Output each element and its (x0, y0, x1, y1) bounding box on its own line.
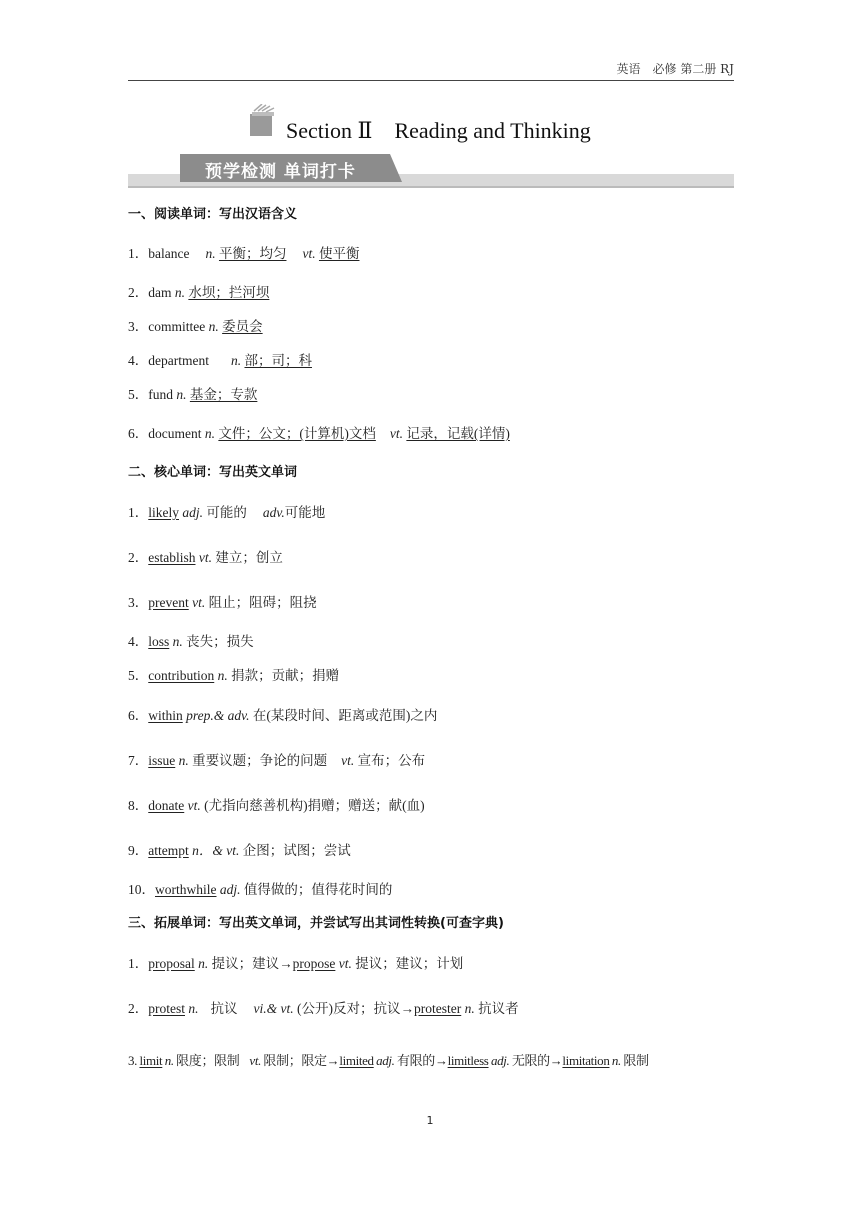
answer: 使平衡 (318, 246, 360, 261)
answer: prevent (148, 595, 189, 610)
answer: 委员会 (222, 319, 263, 334)
answer: establish (148, 550, 196, 565)
page-number: 1 (426, 1114, 434, 1127)
answer: loss (148, 634, 170, 649)
answer: likely (148, 505, 179, 520)
answer: limit (139, 1053, 163, 1068)
part1-item-4: 4．department n. 部；司；科 (128, 353, 312, 368)
answer: attempt (148, 843, 189, 858)
section-name: Reading and Thinking (394, 118, 591, 143)
running-header: 英语 必修 第二册 RJ (616, 62, 734, 76)
answer: protester (414, 1001, 462, 1016)
part3-heading: 三、拓展单词：写出英文单词，并尝试写出其词性转换(可查字典) (128, 916, 504, 931)
part1-item-5: 5．fund n. 基金；专款 (128, 387, 258, 402)
answer: protest (148, 1001, 185, 1016)
page-title (286, 118, 591, 144)
answer: 文件；公文；(计算机)文档 (218, 426, 376, 441)
part1-item-1: 1．balance n. 平衡；均匀 vt. 使平衡 (128, 246, 360, 261)
answer: donate (148, 798, 185, 813)
header-rule (128, 80, 734, 81)
answer: proposal (148, 956, 195, 971)
part2-item-2: 2．establish vt. 建立；创立 (128, 550, 283, 565)
part2-item-4: 4．loss n. 丧失；损失 (128, 634, 254, 649)
part3-item-3: 3. limit n. 限度；限制 vt. 限制；限定→limited adj. 有限的→limitless adj. 无限的→limitation n. 限制 (128, 1053, 649, 1068)
part2-item-9: 9．attempt n．& vt. 企图；试图；尝试 (128, 843, 351, 858)
part1-item-3: 3．committee n. 委员会 (128, 319, 263, 334)
part1-heading: 一、阅读单词：写出汉语含义 (128, 207, 298, 222)
banner-underline (128, 186, 734, 188)
part2-item-1: 1．likely adj. 可能的 adv.可能地 (128, 505, 326, 520)
part2-item-8: 8．donate vt. (尤指向慈善机构)捐赠；赠送；献(血) (128, 798, 425, 813)
answer: propose (292, 956, 336, 971)
part2-heading: 二、核心单词：写出英文单词 (128, 465, 298, 480)
answer: 基金；专款 (189, 387, 258, 402)
section-number: Section Ⅱ (286, 118, 373, 143)
answer: 部；司；科 (244, 353, 312, 368)
part2-item-6: 6．within prep.& adv. 在(某段时间、距离或范围)之内 (128, 708, 438, 723)
answer: issue (148, 753, 176, 768)
part2-item-7: 7．issue n. 重要议题；争论的问题 vt. 宣布；公布 (128, 753, 426, 768)
part2-item-5: 5．contribution n. 捐款；贡献；捐赠 (128, 668, 340, 683)
answer: worthwhile (155, 882, 217, 897)
banner-label: 预学检测 单词打卡 (205, 162, 356, 182)
part3-item-1: 1．proposal n. 提议；建议→propose vt. 提议；建议；计划 (128, 956, 464, 971)
part1-item-2: 2．dam n. 水坝；拦河坝 (128, 285, 270, 300)
book-icon (248, 104, 276, 138)
part1-item-6: 6．document n. 文件；公文；(计算机)文档 vt. 记录，记载(详情) (128, 426, 510, 441)
answer: limited (339, 1053, 374, 1068)
answer: 记录，记载(详情) (406, 426, 510, 441)
answer: limitation (562, 1053, 610, 1068)
answer: 水坝；拦河坝 (188, 285, 270, 300)
part2-item-10: 10．worthwhile adj. 值得做的；值得花时间的 (128, 882, 393, 897)
answer: 平衡；均匀 (218, 246, 287, 261)
part2-item-3: 3．prevent vt. 阻止；阻碍；阻挠 (128, 595, 317, 610)
answer: within (148, 708, 183, 723)
part3-item-2: 2．protest n. 抗议 vi.& vt. (公开)反对；抗议→protester n. 抗议者 (128, 1001, 519, 1016)
answer: contribution (148, 668, 215, 683)
answer: limitless (447, 1053, 489, 1068)
